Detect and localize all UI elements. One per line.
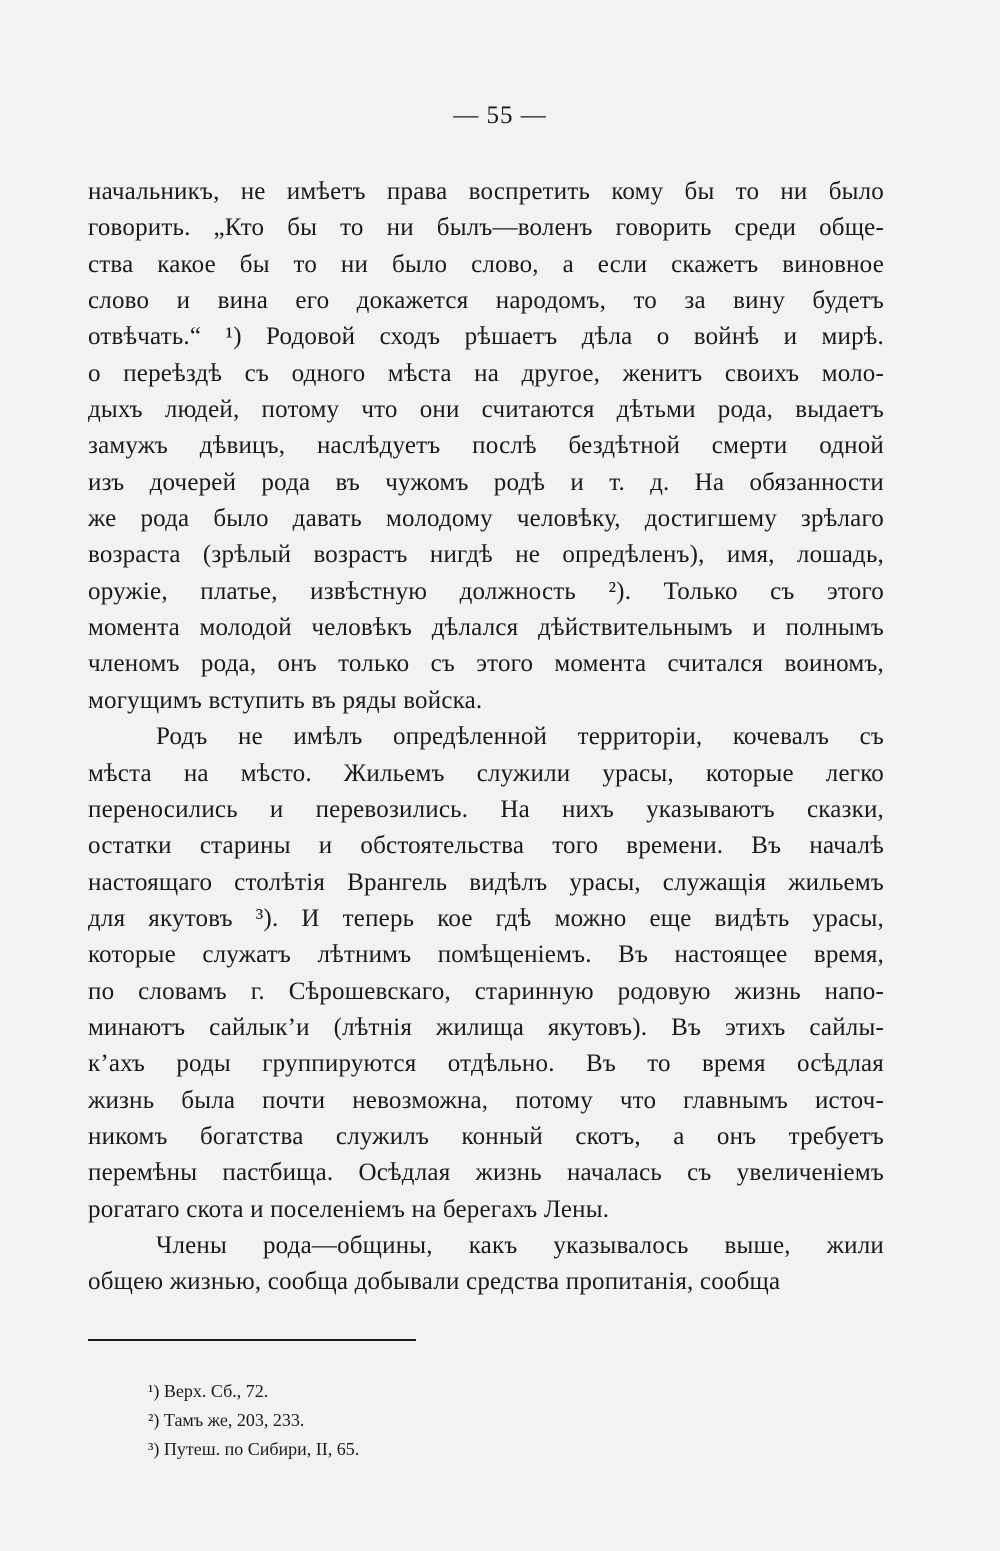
text-line: для якутовъ ³). И теперь кое гдѣ можно еще видѣть урасы, <box>88 904 884 932</box>
text-line: возраста (зрѣлый возрастъ нигдѣ не опредѣленъ), имя, лошадь, <box>88 541 884 569</box>
text-line: минаютъ сайлык’и (лѣтнія жилища якутовъ). Въ этихъ сайлы- <box>88 1013 884 1041</box>
paragraph <box>88 174 884 719</box>
text-line: по словамъ г. Сѣрошевскаго, старинную родовую жизнь напо- <box>88 977 884 1005</box>
text-line: Родъ не имѣлъ опредѣленной территоріи, кочевалъ съ <box>156 723 884 751</box>
body-text <box>88 174 884 1301</box>
text-line: ства какое бы то ни было слово, а если скажетъ виновное <box>88 250 884 278</box>
text-line: Члены рода—общины, какъ указывалось выше, жили <box>156 1231 884 1259</box>
text-line: говорить. „Кто бы то ни былъ—воленъ говорить среди обще- <box>88 214 884 242</box>
text-line: остатки старины и обстоятельства того времени. Въ началѣ <box>88 832 884 860</box>
text-line: слово и вина его докажется народомъ, то за вину будетъ <box>88 287 884 315</box>
text-line: отвѣчать.“ ¹) Родовой сходъ рѣшаетъ дѣла о войнѣ и мирѣ. <box>88 323 884 351</box>
text-line: к’ахъ роды группируются отдѣльно. Въ то время осѣдлая <box>88 1050 884 1078</box>
text-line: жизнь была почти невозможна, потому что главнымъ источ- <box>88 1086 884 1114</box>
page-number: — 55 — <box>453 102 547 129</box>
footnote: ¹) Верх. Сб., 72. <box>148 1381 269 1401</box>
text-line: никомъ богатства служилъ конный скотъ, а онъ требуетъ <box>88 1122 884 1150</box>
text-line: переносились и перевозились. На нихъ указываютъ сказки, <box>88 795 884 823</box>
text-line: которые служатъ лѣтнимъ помѣщеніемъ. Въ настоящее время, <box>88 941 884 969</box>
text-line: момента молодой человѣкъ дѣлался дѣйствительнымъ и полнымъ <box>88 614 884 642</box>
text-line: перемѣны пастбища. Осѣдлая жизнь началась съ увеличеніемъ <box>88 1159 884 1187</box>
text-line: мѣста на мѣсто. Жильемъ служили урасы, которые легко <box>88 759 884 787</box>
footnote: ²) Тамъ же, 203, 233. <box>148 1410 305 1430</box>
paragraph <box>88 719 884 1228</box>
footnote-divider <box>88 1339 416 1341</box>
paragraph <box>88 1228 884 1301</box>
text-line: общею жизнью, сообща добывали средства пропитанія, сообща <box>88 1268 781 1296</box>
footnote: ³) Путеш. по Сибири, II, 65. <box>148 1439 360 1459</box>
text-line: оружіе, платье, извѣстную должность ²). Только съ этого <box>88 577 884 605</box>
text-line: настоящаго столѣтія Врангель видѣлъ урасы, служащія жильемъ <box>88 868 884 896</box>
footnotes <box>148 1377 648 1464</box>
text-line: могущимъ вступить въ ряды войска. <box>88 686 483 714</box>
text-line: членомъ рода, онъ только съ этого момента считался воиномъ, <box>88 650 884 678</box>
text-line: рогатаго скота и поселеніемъ на берегахъ Лены. <box>88 1195 610 1223</box>
text-line: о переѣздѣ съ одного мѣста на другое, женитъ своихъ моло- <box>88 359 884 387</box>
text-line: дыхъ людей, потому что они считаются дѣтьми рода, выдаетъ <box>88 396 884 424</box>
text-line: начальникъ, не имѣетъ права воспретить кому бы то ни было <box>88 178 884 205</box>
text-line: же рода было давать молодому человѣку, достигшему зрѣлаго <box>88 505 884 533</box>
text-line: замужъ дѣвицъ, наслѣдуетъ послѣ бездѣтной смерти одной <box>88 432 884 460</box>
text-line: изъ дочерей рода въ чужомъ родѣ и т. д. На обязанности <box>88 468 884 496</box>
